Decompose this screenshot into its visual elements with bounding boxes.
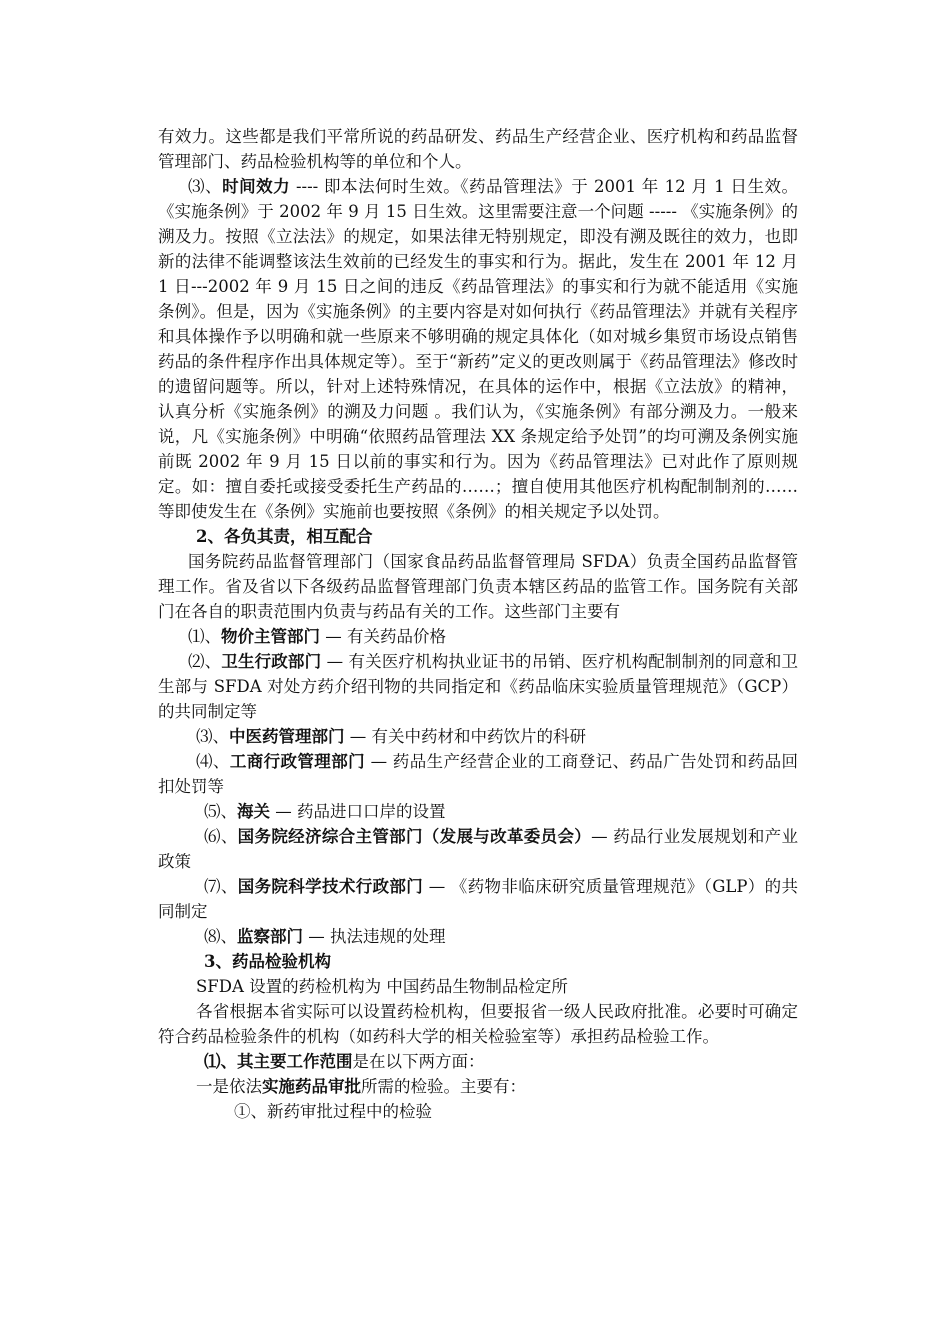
bold-text: 卫生行政部门 bbox=[221, 652, 322, 671]
document-page bbox=[158, 124, 798, 1124]
bold-text: 海关 bbox=[237, 802, 270, 821]
para-sfda-institute bbox=[158, 974, 798, 999]
list-item-new-drug bbox=[158, 1099, 798, 1124]
list-item-economy bbox=[158, 824, 798, 874]
text-run: ⑺、 bbox=[204, 877, 238, 896]
para-approval bbox=[158, 1074, 798, 1099]
bold-text: 国务院经济综合主管部门（发展与改革委员会） bbox=[237, 827, 592, 846]
bold-text: 国务院科学技术行政部门 bbox=[237, 877, 424, 896]
text-run: — 有关药品价格 bbox=[320, 627, 446, 646]
text-run: 是在以下两方面： bbox=[352, 1052, 485, 1071]
heading-inspection bbox=[158, 949, 798, 974]
heading-responsibilities bbox=[158, 524, 798, 549]
bold-text: 物价主管部门 bbox=[221, 627, 320, 646]
text-run: — 药品行业发展规划和产业政策 bbox=[158, 827, 799, 871]
list-item-scope bbox=[158, 1049, 798, 1074]
text-run: — 有关医疗机构执业证书的吊销、医疗机构配制制剂的同意和卫生部与 SFDA 对处方药介绍刊物的共同指定和《药品临床实验质量管理规范》（GCP）的共同制定等 bbox=[158, 652, 799, 721]
bold-text: 工商行政管理部门 bbox=[229, 752, 366, 771]
list-item-price bbox=[158, 624, 798, 649]
bold-text: 实施药品审批 bbox=[262, 1077, 361, 1096]
bold-text: 中医药管理部门 bbox=[229, 727, 345, 746]
text-run: ①、新药审批过程中的检验 bbox=[234, 1102, 432, 1121]
text-run: 各省根据本省实际可以设置药检机构，但要报省一级人民政府批准。必要时可确定符合药品检验条件的机构（如药科大学的相关检验室等）承担药品检验工作。 bbox=[158, 1002, 798, 1046]
text-run: ⑶、 bbox=[188, 177, 223, 196]
text-run: — 药品生产经营企业的工商登记、药品广告处罚和药品回扣处罚等 bbox=[158, 752, 799, 796]
text-run: ⑻、 bbox=[204, 927, 237, 946]
bold-text: 时间效力 bbox=[222, 177, 291, 196]
para-scope-continued bbox=[158, 124, 798, 174]
bold-text: ⑴、其主要工作范围 bbox=[204, 1052, 353, 1071]
para-time-effect bbox=[158, 174, 798, 524]
text-run: — 执法违规的处理 bbox=[303, 927, 446, 946]
list-item-commerce bbox=[158, 749, 798, 799]
text-run: 所需的检验。主要有： bbox=[361, 1077, 526, 1096]
text-run: ⑹、 bbox=[204, 827, 238, 846]
text-run: ⑴、 bbox=[188, 627, 221, 646]
text-run: — 有关中药材和中药饮片的科研 bbox=[344, 727, 586, 746]
text-run: ⑵、 bbox=[188, 652, 222, 671]
text-run: — 《药物非临床研究质量管理规范》（GLP）的共同制定 bbox=[158, 877, 799, 921]
list-item-supervision bbox=[158, 924, 798, 949]
text-run: SFDA 设置的药检机构为 中国药品生物制品检定所 bbox=[196, 977, 568, 996]
para-provincial bbox=[158, 999, 798, 1049]
bold-text: 2、各负其责，相互配合 bbox=[196, 527, 373, 546]
text-run: ⑸、 bbox=[204, 802, 237, 821]
text-run: 一是依法 bbox=[196, 1077, 262, 1096]
text-run: 国务院药品监督管理部门（国家食品药品监督管理局 SFDA）负责全国药品监督管理工作。省及省以下各级药品监督管理部门负责本辖区药品的监管工作。国务院有关部门在各自的职责范围内负责与药品有关的工作。这些部门主要有 bbox=[158, 552, 798, 621]
text-run: ⑷、 bbox=[196, 752, 230, 771]
bold-text: 监察部门 bbox=[237, 927, 303, 946]
para-state-council bbox=[158, 549, 798, 624]
list-item-tcm bbox=[158, 724, 798, 749]
text-run: 有效力。这些都是我们平常所说的药品研发、药品生产经营企业、医疗机构和药品监督管理部门、药品检验机构等的单位和个人。 bbox=[158, 127, 798, 171]
list-item-customs bbox=[158, 799, 798, 824]
text-run: ⑶、 bbox=[196, 727, 229, 746]
list-item-science bbox=[158, 874, 798, 924]
text-run: — 药品进口口岸的设置 bbox=[270, 802, 446, 821]
bold-text: 3、药品检验机构 bbox=[204, 952, 331, 971]
text-run: ---- 即本法何时生效。《药品管理法》于 2001 年 12 月 1 日生效。《实施条例》于 2002 年 9 月 15 日生效。这里需要注意一个问题 ----- 《实施条例》的溯及力。按照《立法法》的规定，如果法律无特别规定，即没有溯及既往的效力，也即新的法律不能调整该法生效前的已经发生的事实和行为。据此，发生在 2001 年 12 月 1 日---2002 年 9 月 15 日之间的违反《药品管理法》的事实和行为就不能适用《实施条例》。但是，因为《实施条例》的主要内容是对如何执行《药品管理法》并就有关程序和具体操作予以明确和就一些原来不够明确的规定具体化（如对城乡集贸市场设点销售药品的条件程序作出具体规定等）。至于“新药”定义的更改则属于《药品管理法》修改时的遗留问题等。所以，针对上述特殊情况，在具体的运作中，根据《立法放》的精神，认真分析《实施条例》的溯及力问题 。我们认为，《实施条例》有部分溯及力。一般来说，凡《实施条例》中明确“依照药品管理法 XX 条规定给予处罚”的均可溯及条例实施前既 2002 年 9 月 15 日以前的事实和行为。因为《药品管理法》已对此作了原则规定。如：擅自委托或接受委托生产药品的……；擅自使用其他医疗机构配制制剂的……等即使发生在《条例》实施前也要按照《条例》的相关规定予以处罚。 bbox=[158, 177, 799, 521]
list-item-health bbox=[158, 649, 798, 724]
